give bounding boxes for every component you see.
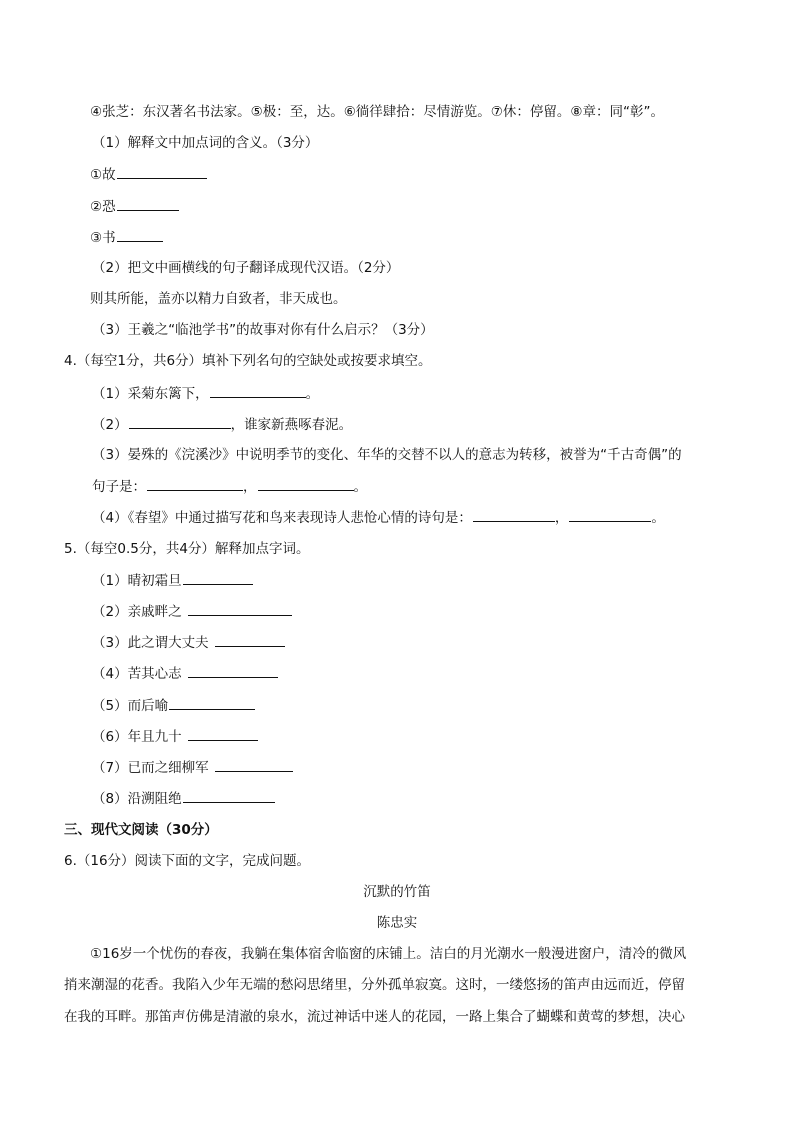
answer-blank[interactable] xyxy=(258,477,354,491)
answer-blank[interactable] xyxy=(183,789,275,803)
q3-item-1-label: ①故 xyxy=(90,167,116,183)
q3-item-2-label: ②恐 xyxy=(90,199,116,215)
q5-item-6 xyxy=(92,727,258,746)
paragraph-line-3 xyxy=(64,1008,685,1026)
annotation-text: ④张芝：东汉著名书法家。⑤极：至，达。⑥徜徉肆拾：尽情游览。⑦休：停留。⑧章：同“彰”。 xyxy=(90,104,664,120)
article-author xyxy=(0,914,794,932)
answer-blank[interactable] xyxy=(183,571,253,585)
q5-item-label: （7）已而之细柳军 xyxy=(92,760,209,776)
q4-heading-text: 4.（每空1分，共6分）填补下列名句的空缺处或按要求填空。 xyxy=(64,353,432,369)
answer-blank[interactable] xyxy=(210,384,306,398)
article-title-text: 沉默的竹笛 xyxy=(363,884,431,900)
q5-item-label: （1）晴初霜旦 xyxy=(92,573,182,589)
q4-line-1 xyxy=(92,384,319,403)
section-title xyxy=(64,821,218,839)
q3-sentence-text: 则其所能，盖亦以精力自致者，非天成也。 xyxy=(90,291,347,307)
q5-item-8 xyxy=(92,789,275,808)
q4-l2-prefix: （2） xyxy=(92,417,128,433)
answer-blank[interactable] xyxy=(117,165,207,179)
q5-item-7 xyxy=(92,758,293,777)
q4-l3a-text: （3）晏殊的《浣溪沙》中说明季节的变化、年华的交替不以人的意志为转移，被誉为“千古奇偶”的 xyxy=(92,447,682,463)
paragraph-line-2 xyxy=(64,976,685,994)
punct: ， xyxy=(554,510,569,526)
q5-item-label: （3）此之谓大丈夫 xyxy=(92,635,209,651)
q4-line-3b xyxy=(92,477,367,496)
q3-item-3 xyxy=(90,228,163,247)
q4-l3b-prefix: 句子是： xyxy=(92,479,146,495)
q5-item-label: （6）年且九十 xyxy=(92,729,182,745)
q3-sub1 xyxy=(92,134,318,152)
q4-l2-text: ，谁家新燕啄春泥。 xyxy=(230,417,353,433)
answer-blank[interactable] xyxy=(117,228,163,242)
q4-line-2 xyxy=(92,415,352,434)
q5-item-label: （2）亲戚畔之 xyxy=(92,604,182,620)
paragraph-line-1 xyxy=(90,945,686,963)
answer-blank[interactable] xyxy=(215,758,293,772)
section-title-text: 三、现代文阅读（30分） xyxy=(64,822,218,838)
q4-l4-text: （4）《春望》中通过描写花和鸟来表现诗人悲怆心情的诗句是： xyxy=(92,510,472,526)
q5-heading-text: 5.（每空0.5分，共4分）解释加点字词。 xyxy=(64,541,310,557)
punct: 。 xyxy=(651,510,665,526)
q3-sub3-text: （3）王羲之“临池学书”的故事对你有什么启示？（3分） xyxy=(92,322,434,338)
answer-blank[interactable] xyxy=(188,664,278,678)
q4-line-3a xyxy=(92,446,682,464)
answer-blank[interactable] xyxy=(569,508,651,522)
q6-heading xyxy=(64,852,310,870)
article-title xyxy=(0,883,794,901)
answer-blank[interactable] xyxy=(188,727,258,741)
annotation-line xyxy=(90,103,664,121)
q3-sentence xyxy=(90,290,347,308)
q3-item-1 xyxy=(90,165,207,184)
punct: ， xyxy=(243,479,257,495)
answer-blank[interactable] xyxy=(215,633,285,647)
answer-blank[interactable] xyxy=(473,508,555,522)
q5-item-4 xyxy=(92,664,278,683)
q6-heading-text: 6.（16分）阅读下面的文字，完成问题。 xyxy=(64,853,311,869)
q5-item-2 xyxy=(92,602,292,621)
q5-item-label: （5）而后喻 xyxy=(92,698,169,714)
q3-item-2 xyxy=(90,197,179,216)
q5-item-1 xyxy=(92,571,253,590)
paragraph-text: 在我的耳畔。那笛声仿佛是清澈的泉水，流过神话中迷人的花园，一路上集合了蝴蝶和黄莺的梦想，决心 xyxy=(64,1009,685,1025)
q4-line-4 xyxy=(92,508,665,527)
answer-blank[interactable] xyxy=(188,602,292,616)
q5-item-label: （8）沿溯阻绝 xyxy=(92,791,182,807)
q5-heading xyxy=(64,540,309,558)
q5-item-3 xyxy=(92,633,285,652)
q3-sub2 xyxy=(92,259,399,277)
paragraph-text: ①16岁一个忧伤的春夜，我躺在集体宿舍临窗的床铺上。洁白的月光潮水一般漫进窗户，清冷的微风 xyxy=(90,946,687,962)
q3-item-3-label: ③书 xyxy=(90,230,116,246)
q5-item-label: （4）苦其心志 xyxy=(92,666,182,682)
answer-blank[interactable] xyxy=(169,696,255,710)
q5-item-5 xyxy=(92,696,255,715)
q4-heading xyxy=(64,352,432,370)
q3-sub3 xyxy=(92,321,434,339)
paragraph-text: 捎来潮湿的花香。我陷入少年无端的愁闷思绪里，分外孤单寂寞。这时，一缕悠扬的笛声由远而近，停留 xyxy=(64,977,685,993)
punct: 。 xyxy=(353,479,367,495)
q3-sub2-text: （2）把文中画横线的句子翻译成现代汉语。（2分） xyxy=(92,260,400,276)
answer-blank[interactable] xyxy=(129,415,231,429)
answer-blank[interactable] xyxy=(117,197,179,211)
q3-sub1-text: （1）解释文中加点词的含义。（3分） xyxy=(92,135,319,151)
q4-l1-text: （1）采菊东篱下， xyxy=(92,386,209,402)
answer-blank[interactable] xyxy=(147,477,243,491)
article-author-text: 陈忠实 xyxy=(376,915,418,931)
punct: 。 xyxy=(305,386,320,402)
